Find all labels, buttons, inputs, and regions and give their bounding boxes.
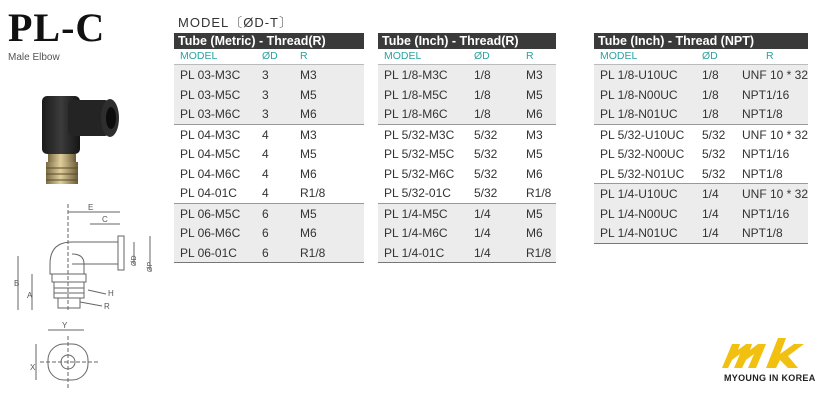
table-title: Tube (Inch) - Thread (NPT) xyxy=(594,33,808,49)
table-row xyxy=(174,204,364,224)
table-row xyxy=(174,164,364,184)
cell-r: UNF 10 * 32 xyxy=(742,127,809,142)
cell-d: 4 xyxy=(262,147,269,161)
column-header-d: ØD xyxy=(702,50,718,62)
dim-label-b: B xyxy=(14,279,20,288)
cell-d: 1/4 xyxy=(702,187,719,201)
row-group xyxy=(378,125,556,204)
table-row xyxy=(594,223,808,243)
table-row xyxy=(174,243,364,263)
cell-r: M3 xyxy=(300,127,317,142)
cell-model: PL 5/32-N01UC xyxy=(600,166,685,181)
cell-r: M3 xyxy=(300,68,317,82)
column-header-row xyxy=(594,49,808,65)
table-title: Tube (Inch) - Thread(R) xyxy=(378,33,556,49)
cell-model: PL 1/8-N01UC xyxy=(600,107,678,121)
dim-label-p: ØP xyxy=(147,261,154,272)
cell-r: R1/8 xyxy=(526,245,552,260)
table-inch-thread-r xyxy=(378,33,556,263)
cell-model: PL 06-M5C xyxy=(180,206,241,221)
dimension-drawing-side xyxy=(10,198,160,318)
cell-d: 1/4 xyxy=(474,206,491,221)
row-group xyxy=(378,204,556,264)
cell-r: M6 xyxy=(300,107,317,121)
cell-model: PL 1/4-U10UC xyxy=(600,187,678,201)
table-row xyxy=(378,104,556,124)
cell-model: PL 1/4-N01UC xyxy=(600,226,678,240)
column-header-d: ØD xyxy=(474,50,490,62)
cell-model: PL 5/32-N00UC xyxy=(600,147,685,161)
cell-r: NPT1/16 xyxy=(742,147,790,161)
cell-d: 5/32 xyxy=(474,186,498,200)
cell-r: M5 xyxy=(526,206,543,221)
cell-d: 4 xyxy=(262,186,269,200)
cell-model: PL 5/32-01C xyxy=(384,186,451,200)
cell-model: PL 1/8-M6C xyxy=(384,107,448,121)
cell-d: 1/4 xyxy=(702,226,719,240)
table-row xyxy=(594,104,808,124)
cell-d: 6 xyxy=(262,226,269,240)
table-row xyxy=(378,65,556,85)
table-row xyxy=(378,85,556,105)
dimension-drawing-bottom xyxy=(28,322,128,398)
cell-r: M6 xyxy=(526,166,543,181)
cell-d: 1/8 xyxy=(474,68,491,82)
table-row xyxy=(594,184,808,204)
table-row xyxy=(594,204,808,224)
cell-d: 1/4 xyxy=(702,206,719,221)
dim-label-r: R xyxy=(104,302,110,311)
table-row xyxy=(174,65,364,85)
cell-r: UNF 10 * 32 xyxy=(742,68,809,82)
column-header-row xyxy=(378,49,556,65)
column-header-model: MODEL xyxy=(180,50,218,62)
cell-r: M3 xyxy=(526,127,543,142)
row-group xyxy=(594,184,808,244)
dim-label-a: A xyxy=(27,291,33,300)
table-row xyxy=(378,204,556,224)
cell-model: PL 5/32-U10UC xyxy=(600,127,685,142)
cell-model: PL 1/4-01C xyxy=(384,245,445,260)
cell-model: PL 1/4-M5C xyxy=(384,206,448,221)
cell-r: M5 xyxy=(300,206,317,221)
table-row xyxy=(378,164,556,184)
table-row xyxy=(594,164,808,184)
cell-model: PL 04-01C xyxy=(180,186,237,200)
cell-d: 1/4 xyxy=(474,226,491,240)
cell-d: 1/8 xyxy=(702,68,719,82)
product-name: Male Elbow xyxy=(8,52,60,63)
row-group xyxy=(174,125,364,204)
cell-model: PL 03-M3C xyxy=(180,68,241,82)
cell-d: 6 xyxy=(262,206,269,221)
product-photo xyxy=(18,82,128,192)
cell-d: 3 xyxy=(262,107,269,121)
table-metric-thread-r xyxy=(174,33,364,263)
table-row xyxy=(594,65,808,85)
column-header-model: MODEL xyxy=(384,50,422,62)
model-header: MODEL〔ØD-T〕 xyxy=(178,15,294,30)
cell-r: NPT1/16 xyxy=(742,87,790,102)
dim-label-c: C xyxy=(102,215,108,224)
cell-d: 1/8 xyxy=(474,87,491,102)
table-row xyxy=(174,183,364,203)
cell-r: NPT1/8 xyxy=(742,166,783,181)
cell-model: PL 04-M6C xyxy=(180,166,241,181)
table-row xyxy=(378,243,556,263)
table-title: Tube (Metric) - Thread(R) xyxy=(174,33,364,49)
cell-model: PL 5/32-M6C xyxy=(384,166,455,181)
row-group xyxy=(378,65,556,125)
dim-label-x: X xyxy=(30,363,36,372)
cell-d: 5/32 xyxy=(702,166,726,181)
cell-r: M6 xyxy=(526,226,543,240)
cell-r: M5 xyxy=(300,147,317,161)
cell-model: PL 03-M5C xyxy=(180,87,241,102)
row-group xyxy=(594,65,808,125)
cell-d: 5/32 xyxy=(474,147,498,161)
table-row xyxy=(378,125,556,145)
table-row xyxy=(174,223,364,243)
cell-d: 6 xyxy=(262,245,269,260)
table-row xyxy=(594,85,808,105)
cell-r: M3 xyxy=(526,68,543,82)
brand-name: MYOUNG IN KOREA xyxy=(724,373,816,383)
cell-d: 1/4 xyxy=(474,245,491,260)
cell-r: UNF 10 * 32 xyxy=(742,187,809,201)
column-header-r: R xyxy=(766,50,774,62)
dim-label-h: H xyxy=(108,289,114,298)
cell-model: PL 5/32-M5C xyxy=(384,147,455,161)
cell-r: M6 xyxy=(526,107,543,121)
table-inch-thread-npt xyxy=(594,33,808,244)
table-row xyxy=(174,144,364,164)
brand-logo xyxy=(716,334,806,372)
row-group xyxy=(174,65,364,125)
cell-r: R1/8 xyxy=(526,186,552,200)
cell-model: PL 1/8-M5C xyxy=(384,87,448,102)
cell-r: M6 xyxy=(300,166,317,181)
cell-d: 1/8 xyxy=(702,107,719,121)
table-row xyxy=(594,125,808,145)
cell-model: PL 1/4-N00UC xyxy=(600,206,678,221)
cell-d: 4 xyxy=(262,166,269,181)
column-header-row xyxy=(174,49,364,65)
table-row xyxy=(174,104,364,124)
table-row xyxy=(594,144,808,164)
column-header-model: MODEL xyxy=(600,50,638,62)
product-code: PL-C xyxy=(8,5,106,50)
cell-r: R1/8 xyxy=(300,186,326,200)
cell-r: M5 xyxy=(526,147,543,161)
table-row xyxy=(378,183,556,203)
cell-model: PL 04-M5C xyxy=(180,147,241,161)
cell-model: PL 1/8-M3C xyxy=(384,68,448,82)
cell-r: NPT1/8 xyxy=(742,226,783,240)
cell-d: 4 xyxy=(262,127,269,142)
cell-r: M5 xyxy=(300,87,317,102)
cell-d: 5/32 xyxy=(702,127,726,142)
cell-d: 5/32 xyxy=(702,147,726,161)
cell-d: 1/8 xyxy=(474,107,491,121)
table-row xyxy=(174,85,364,105)
column-header-r: R xyxy=(526,50,534,62)
dim-label-e: E xyxy=(88,203,94,212)
dim-label-y: Y xyxy=(62,322,68,330)
table-row xyxy=(174,125,364,145)
cell-model: PL 06-M6C xyxy=(180,226,241,240)
cell-model: PL 1/8-N00UC xyxy=(600,87,678,102)
cell-r: NPT1/16 xyxy=(742,206,790,221)
cell-r: R1/8 xyxy=(300,245,326,260)
cell-model: PL 1/8-U10UC xyxy=(600,68,678,82)
row-group xyxy=(174,204,364,264)
cell-model: PL 1/4-M6C xyxy=(384,226,448,240)
cell-r: NPT1/8 xyxy=(742,107,783,121)
cell-r: M5 xyxy=(526,87,543,102)
column-header-r: R xyxy=(300,50,308,62)
cell-model: PL 06-01C xyxy=(180,245,237,260)
dim-label-d: ØD xyxy=(131,255,138,266)
cell-r: M6 xyxy=(300,226,317,240)
cell-d: 5/32 xyxy=(474,127,498,142)
cell-model: PL 5/32-M3C xyxy=(384,127,455,142)
row-group xyxy=(594,125,808,185)
cell-d: 1/8 xyxy=(702,87,719,102)
cell-d: 5/32 xyxy=(474,166,498,181)
table-row xyxy=(378,144,556,164)
cell-model: PL 04-M3C xyxy=(180,127,241,142)
cell-d: 3 xyxy=(262,87,269,102)
table-row xyxy=(378,223,556,243)
column-header-d: ØD xyxy=(262,50,278,62)
cell-model: PL 03-M6C xyxy=(180,107,241,121)
cell-d: 3 xyxy=(262,68,269,82)
